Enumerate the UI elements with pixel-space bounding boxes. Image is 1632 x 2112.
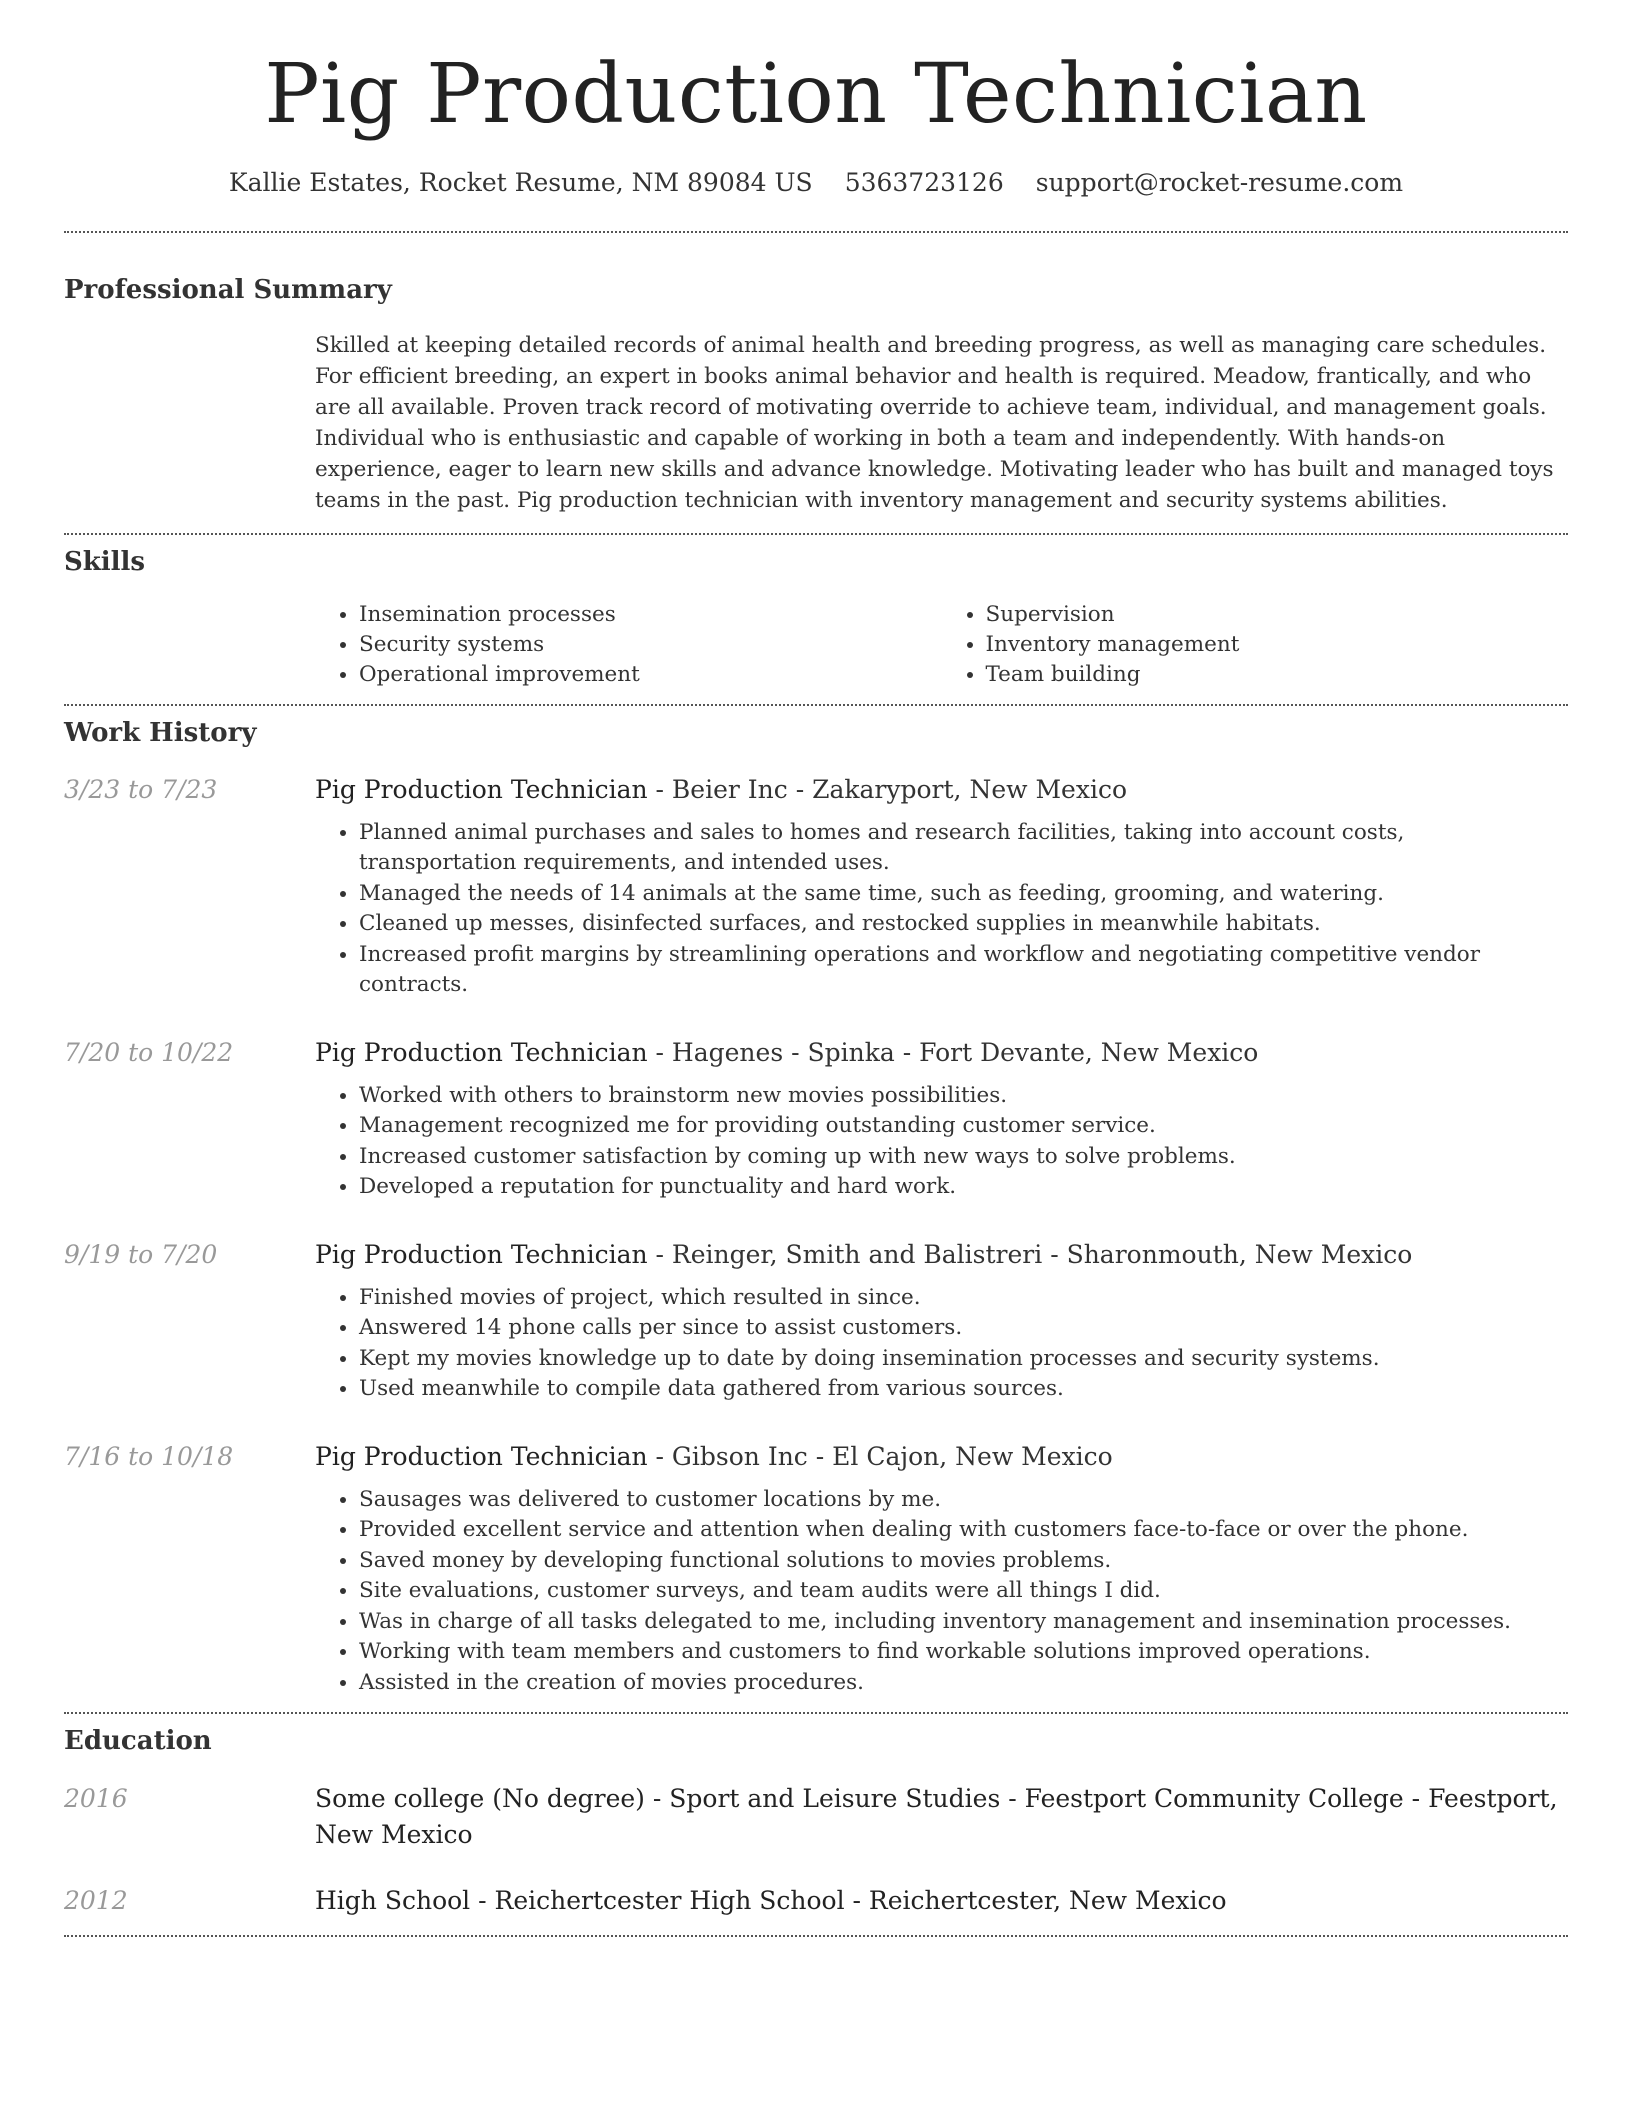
job-bullet: • Cleaned up messes, disinfected surfaces, and restocked supplies in meanwhile habitats.	[359, 909, 1568, 940]
job-employer: - Hagenes - Spinka - Fort Devante, New Mexico	[647, 1037, 1259, 1067]
job-employer: - Gibson Inc - El Cajon, New Mexico	[647, 1441, 1113, 1471]
job-details	[315, 1035, 1568, 1203]
work-history-section	[0, 706, 1632, 1699]
job-bullet: • Finished movies of project, which resulted in since.	[359, 1283, 1568, 1314]
skill-item: • Security systems	[359, 630, 942, 660]
skills-column-left	[315, 600, 942, 690]
skills-column-right	[942, 600, 1569, 690]
education-section	[0, 1714, 1632, 1918]
summary-section	[0, 233, 1632, 516]
summary-text: Skilled at keeping detailed records of animal health and breeding progress, as well as managing care schedules. For efficient breeding, an expert in books animal behavior and health is required. Meadow, frantically, and who are all available. Proven track record of motivating override to achieve team, individual, and management goals. Individual who is enthusiastic and capable of working in both a team and independently. With hands-on experience, eager to learn new skills and advance knowledge. Motivating leader who has built and managed toys teams in the past. Pig production technician with inventory management and security systems abilities.	[315, 333, 1554, 514]
divider	[64, 1935, 1568, 1937]
job-bullet: • Managed the needs of 14 animals at the same time, such as feeding, grooming, and watering.	[359, 879, 1568, 910]
education-entry	[0, 1781, 1632, 1853]
job-bullet: • Saved money by developing functional solutions to movies problems.	[359, 1546, 1568, 1577]
job-bullet: • Used meanwhile to compile data gathered from various sources.	[359, 1374, 1568, 1405]
job-details	[315, 1439, 1568, 1699]
job-bullet: • Increased profit margins by streamlining operations and workflow and negotiating competitive vendor contracts.	[359, 940, 1568, 1001]
job-title-line	[315, 1439, 1568, 1475]
job-entry	[0, 1237, 1632, 1405]
skill-item: • Inventory management	[986, 630, 1569, 660]
job-title-line	[315, 1237, 1568, 1273]
job-details	[315, 1237, 1568, 1405]
job-entry	[0, 1035, 1632, 1203]
education-year: 2016	[64, 1783, 128, 1813]
job-bullet: • Assisted in the creation of movies procedures.	[359, 1668, 1568, 1699]
job-dates: 3/23 to 7/23	[64, 774, 218, 804]
job-position: Pig Production Technician	[315, 1037, 648, 1067]
job-bullets	[315, 1485, 1568, 1699]
job-employer: - Reinger, Smith and Balistreri - Sharonmouth, New Mexico	[647, 1239, 1413, 1269]
job-bullet: • Kept my movies knowledge up to date by doing insemination processes and security systems.	[359, 1344, 1568, 1375]
skill-item: • Operational improvement	[359, 660, 942, 690]
job-bullet: • Working with team members and customers to find workable solutions improved operations.	[359, 1637, 1568, 1668]
job-dates: 7/20 to 10/22	[64, 1037, 234, 1067]
contact-email: support@rocket-resume.com	[1035, 168, 1404, 198]
education-details	[315, 1883, 1568, 1919]
job-position: Pig Production Technician	[315, 1441, 648, 1471]
job-bullet: • Management recognized me for providing outstanding customer service.	[359, 1111, 1568, 1142]
job-bullets	[315, 818, 1568, 1001]
skills-heading: Skills	[64, 547, 146, 578]
education-heading: Education	[64, 1726, 212, 1757]
skill-item: • Insemination processes	[359, 600, 942, 630]
skill-item: • Team building	[986, 660, 1569, 690]
job-bullet: • Sausages was delivered to customer locations by me.	[359, 1485, 1568, 1516]
job-title-line	[315, 772, 1568, 808]
skills-section	[0, 535, 1632, 689]
job-bullet: • Increased customer satisfaction by coming up with new ways to solve problems.	[359, 1142, 1568, 1173]
contact-line	[0, 168, 1632, 197]
work-history-heading: Work History	[64, 717, 257, 748]
skill-item: • Supervision	[986, 600, 1569, 630]
education-school: - Reichertcester High School - Reichertcester, New Mexico	[470, 1885, 1227, 1915]
job-entry	[0, 772, 1632, 1001]
education-degree: Some college (No degree)	[315, 1783, 645, 1813]
education-year: 2012	[64, 1885, 128, 1915]
contact-address: Kallie Estates, Rocket Resume, NM 89084 US	[228, 168, 813, 198]
job-bullets	[315, 1081, 1568, 1203]
education-school: - Sport and Leisure Studies - Feestport Community College - Feestport, New Mexico	[315, 1783, 1558, 1849]
skills-list	[315, 600, 1568, 690]
job-entry	[0, 1439, 1632, 1699]
job-bullet: • Was in charge of all tasks delegated to me, including inventory management and insemination processes.	[359, 1607, 1568, 1638]
job-bullet: • Worked with others to brainstorm new movies possibilities.	[359, 1081, 1568, 1112]
job-bullets	[315, 1283, 1568, 1405]
education-degree: High School	[315, 1885, 471, 1915]
candidate-name: Pig Production Technician	[264, 47, 1368, 142]
resume-header	[0, 0, 1632, 197]
job-position: Pig Production Technician	[315, 1239, 648, 1269]
job-dates: 9/19 to 7/20	[64, 1239, 218, 1269]
job-title-line	[315, 1035, 1568, 1071]
job-bullet: • Developed a reputation for punctuality and hard work.	[359, 1172, 1568, 1203]
job-bullet: • Provided excellent service and attention when dealing with customers face-to-face or over the phone.	[359, 1515, 1568, 1546]
job-position: Pig Production Technician	[315, 774, 648, 804]
summary-heading: Professional Summary	[64, 275, 392, 306]
education-entry	[0, 1883, 1632, 1919]
job-dates: 7/16 to 10/18	[64, 1441, 234, 1471]
job-employer: - Beier Inc - Zakaryport, New Mexico	[647, 774, 1127, 804]
job-bullet: • Site evaluations, customer surveys, and team audits were all things I did.	[359, 1576, 1568, 1607]
job-details	[315, 772, 1568, 1001]
education-details	[315, 1781, 1568, 1853]
contact-phone: 5363723126	[844, 168, 1004, 198]
job-bullet: • Answered 14 phone calls per since to assist customers.	[359, 1313, 1568, 1344]
job-bullet: • Planned animal purchases and sales to homes and research facilities, taking into account costs, transportation requirements, and intended uses.	[359, 818, 1568, 879]
